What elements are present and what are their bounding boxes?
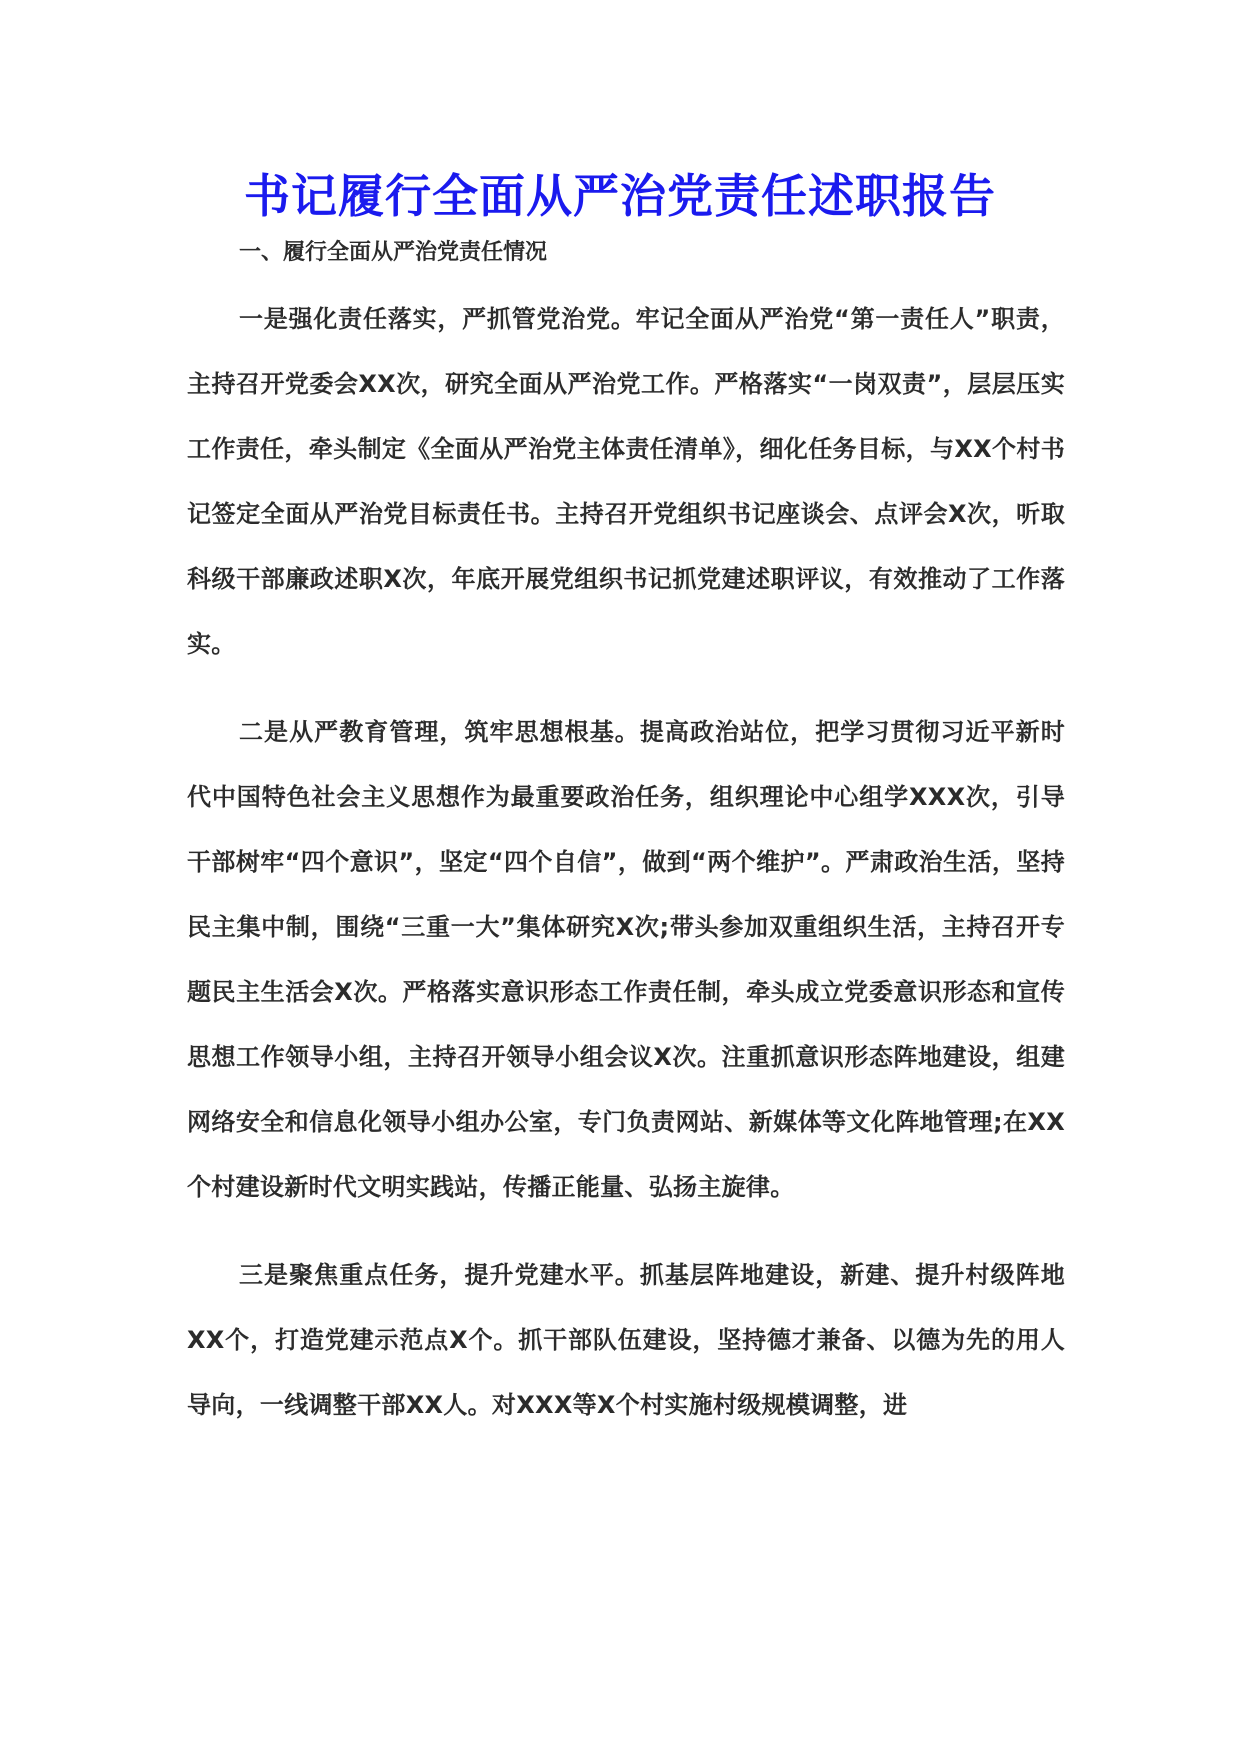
paragraph-1: 一是强化责任落实，严抓管党治党。牢记全面从严治党“第一责任人”职责，主持召开党委会XX次，研究全面从严治党工作。严格落实“一岗双责”，层层压实工作责任，牵头制定《全面从严治党主体责任清单》，细化任务目标，与XX个村书记签定全面从严治党目标责任书。主持召开党组织书记座谈会、点评会X次，听取科级干部廉政述职X次，年底开展党组织书记抓党建述职评议，有效推动了工作落实。 bbox=[187, 305, 1065, 658]
document-title: 书记履行全面从严治党责任述职报告 bbox=[244, 169, 996, 223]
section-heading: 一、履行全面从严治党责任情况 bbox=[239, 240, 548, 265]
paragraph-3: 三是聚焦重点任务，提升党建水平。抓基层阵地建设，新建、提升村级阵地XX个，打造党建示范点X个。抓干部队伍建设，坚持德才兼备、以德为先的用人导向，一线调整干部XX人。对XXX等X个村实施村级规模调整，进 bbox=[187, 1261, 1065, 1419]
paragraph-2: 二是从严教育管理，筑牢思想根基。提高政治站位，把学习贯彻习近平新时代中国特色社会主义思想作为最重要政治任务，组织理论中心组学XXX次，引导干部树牢“四个意识”，坚定“四个自信”，做到“两个维护”。严肃政治生活，坚持民主集中制，围绕“三重一大”集体研究X次;带头参加双重组织生活，主持召开专题民主生活会X次。严格落实意识形态工作责任制，牵头成立党委意识形态和宣传思想工作领导小组，主持召开领导小组会议X次。注重抓意识形态阵地建设，组建网络安全和信息化领导小组办公室，专门负责网站、新媒体等文化阵地管理;在XX个村建设新时代文明实践站，传播正能量、弘扬主旋律。 bbox=[187, 718, 1065, 1201]
document-body bbox=[187, 238, 1065, 1461]
